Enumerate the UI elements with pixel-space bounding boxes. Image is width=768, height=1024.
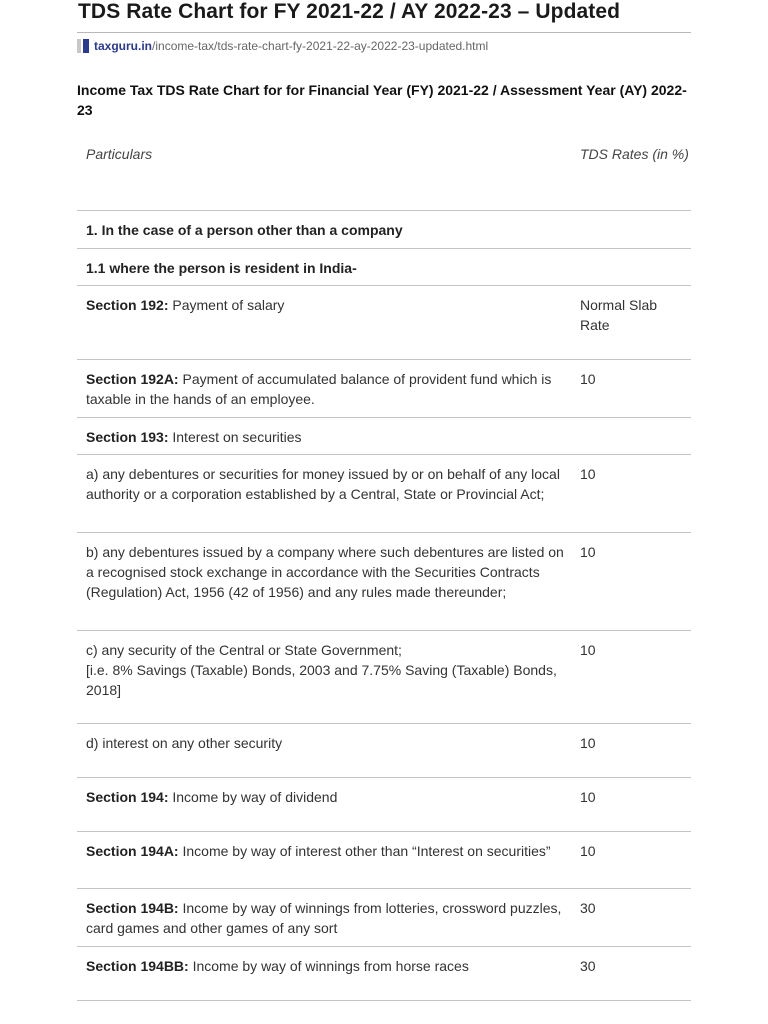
section-description: Payment of salary	[168, 297, 285, 313]
rate-cell: 10	[580, 466, 596, 482]
page-title: TDS Rate Chart for FY 2021-22 / AY 2022-23 – Updated	[78, 0, 621, 23]
tds-rate-table	[77, 135, 691, 1001]
particulars-cell	[86, 295, 566, 315]
section-number: Section 192:	[86, 297, 169, 313]
source-link[interactable]	[77, 38, 488, 54]
section-number: Section 194B:	[86, 900, 179, 916]
table-row	[77, 947, 691, 1001]
title-divider	[77, 32, 691, 33]
table-header-row	[77, 135, 691, 211]
section-description: c) any security of the Central or State Government;	[86, 642, 402, 658]
particulars-cell	[86, 787, 566, 807]
chart-heading: Income Tax TDS Rate Chart for for Financial Year (FY) 2021-22 / Assessment Year (AY) 2022-23	[77, 82, 687, 118]
table-row	[77, 455, 691, 533]
section-1-label: 1. In the case of a person other than a company	[86, 222, 403, 238]
header-tds-rates: TDS Rates (in %)	[580, 146, 689, 162]
taxguru-logo-icon	[77, 39, 89, 53]
particulars-cell	[86, 841, 566, 861]
section-row	[77, 249, 691, 286]
header-particulars: Particulars	[86, 146, 153, 162]
section-description: Income by way of winnings from lotteries, crossword puzzles, card games and other games of any sort	[86, 900, 562, 936]
rate-cell: 10	[580, 371, 596, 387]
section-number: Section 192A:	[86, 371, 179, 387]
particulars-cell	[86, 640, 566, 700]
rate-cell: 10	[580, 843, 596, 859]
section-number: Section 194BB:	[86, 958, 189, 974]
source-path: /income-tax/tds-rate-chart-fy-2021-22-ay-2022-23-updated.html	[152, 39, 489, 53]
rate-cell: 10	[580, 642, 596, 658]
source-domain: taxguru.in	[94, 39, 153, 53]
particulars-cell: a) any debentures or securities for money issued by or on behalf of any local authority or a corporation established by a Central, State or Provincial Act;	[86, 466, 560, 502]
rate-cell: 30	[580, 958, 596, 974]
section-row	[77, 211, 691, 249]
rate-cell: 10	[580, 735, 596, 751]
table-row	[77, 778, 691, 832]
particulars-cell	[86, 427, 566, 447]
particulars-cell	[86, 369, 566, 409]
section-description: Income by way of interest other than “Interest on securities”	[178, 843, 551, 859]
section-description: Interest on securities	[168, 429, 302, 445]
particulars-cell	[86, 956, 566, 976]
rate-cell: 10	[580, 544, 596, 560]
section-description-note: [i.e. 8% Savings (Taxable) Bonds, 2003 and 7.75% Saving (Taxable) Bonds, 2018]	[86, 662, 557, 698]
section-number: Section 193:	[86, 429, 169, 445]
section-description: Payment of accumulated balance of provident fund which is taxable in the hands of an employee.	[86, 371, 552, 407]
particulars-cell	[86, 898, 566, 938]
rate-cell: 10	[580, 789, 596, 805]
section-number: Section 194:	[86, 789, 169, 805]
particulars-cell: b) any debentures issued by a company where such debentures are listed on a recognised stock exchange in accordance with the Securities Contracts (Regulation) Act, 1956 (42 of 1956) and any rules made thereunder;	[86, 544, 564, 600]
table-row	[77, 533, 691, 631]
section-number: Section 194A:	[86, 843, 179, 859]
particulars-cell: d) interest on any other security	[86, 735, 283, 751]
section-1-1-label: 1.1 where the person is resident in India-	[86, 260, 357, 276]
table-row	[77, 832, 691, 889]
table-row	[77, 360, 691, 418]
rate-cell: 30	[580, 900, 596, 916]
table-row	[77, 418, 691, 455]
table-row	[77, 724, 691, 778]
section-description: Income by way of dividend	[168, 789, 338, 805]
table-row	[77, 889, 691, 947]
table-row	[77, 286, 691, 360]
table-row	[77, 631, 691, 724]
section-description: Income by way of winnings from horse races	[188, 958, 469, 974]
rate-cell: Normal Slab Rate	[580, 297, 658, 333]
